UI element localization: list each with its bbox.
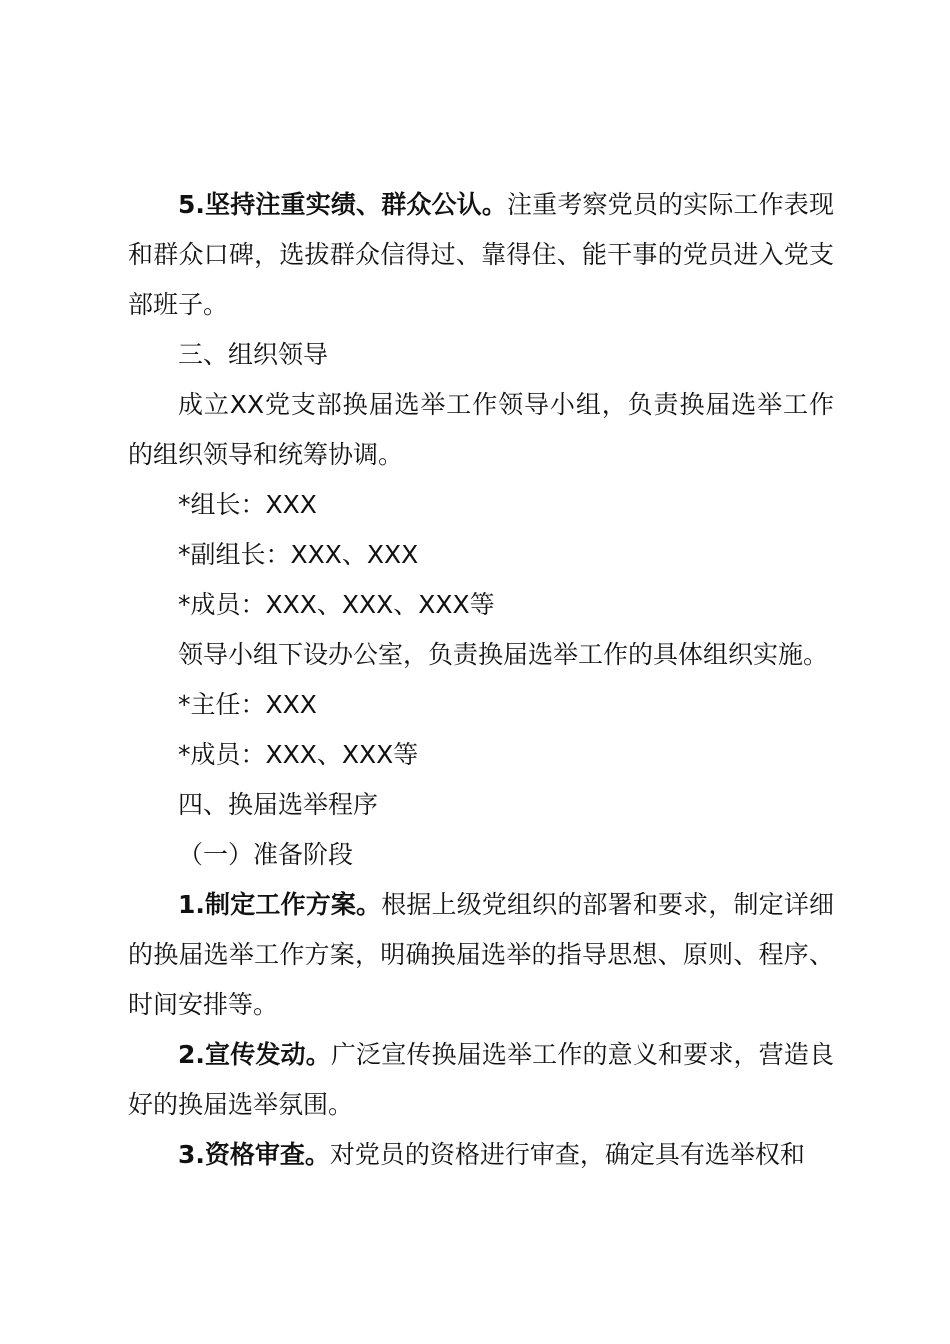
paragraph-text: （一）准备阶段 <box>178 840 354 869</box>
section-heading <box>128 330 834 380</box>
paragraph <box>128 1030 834 1130</box>
paragraph <box>128 630 834 680</box>
list-item <box>128 480 834 530</box>
paragraph-text: 广泛宣传换届选举工作的意义和要求，营造良好的换届选举氛围。 <box>128 1040 834 1119</box>
paragraph-lead: 2.宣传发动。 <box>178 1040 331 1069</box>
paragraph-text: 成立XX党支部换届选举工作领导小组，负责换届选举工作的组织领导和统筹协调。 <box>128 390 834 469</box>
paragraph-text: *主任：XXX <box>178 690 317 719</box>
paragraph-lead: 3.资格审查。 <box>178 1140 330 1169</box>
paragraph-text: *组长：XXX <box>178 490 317 519</box>
paragraph <box>128 1130 834 1180</box>
section-heading <box>128 780 834 830</box>
paragraph-text: *成员：XXX、XXX、XXX等 <box>178 590 495 619</box>
paragraph-text: 领导小组下设办公室，负责换届选举工作的具体组织实施。 <box>178 640 829 669</box>
paragraph-text: 四、换届选举程序 <box>178 790 379 819</box>
paragraph-text: 对党员的资格进行审查，确定具有选举权和 <box>329 1140 805 1169</box>
subsection-heading <box>128 830 834 880</box>
document-body <box>128 180 834 1180</box>
paragraph-text: 根据上级党组织的部署和要求，制定详细的换届选举工作方案，明确换届选举的指导思想、原则、程序、时间安排等。 <box>128 890 834 1019</box>
paragraph-text: 注重考察党员的实际工作表现和群众口碑，选拔群众信得过、靠得住、能干事的党员进入党支部班子。 <box>128 190 834 319</box>
paragraph <box>128 180 834 330</box>
paragraph <box>128 380 834 480</box>
paragraph-lead: 1.制定工作方案。 <box>178 890 382 919</box>
paragraph-text: *副组长：XXX、XXX <box>178 540 419 569</box>
paragraph-text: *成员：XXX、XXX等 <box>178 740 419 769</box>
paragraph <box>128 880 834 1030</box>
paragraph-lead: 5.坚持注重实绩、群众公认。 <box>178 190 508 219</box>
list-item <box>128 580 834 630</box>
paragraph-text: 三、组织领导 <box>178 340 329 369</box>
list-item <box>128 530 834 580</box>
list-item <box>128 730 834 780</box>
list-item <box>128 680 834 730</box>
